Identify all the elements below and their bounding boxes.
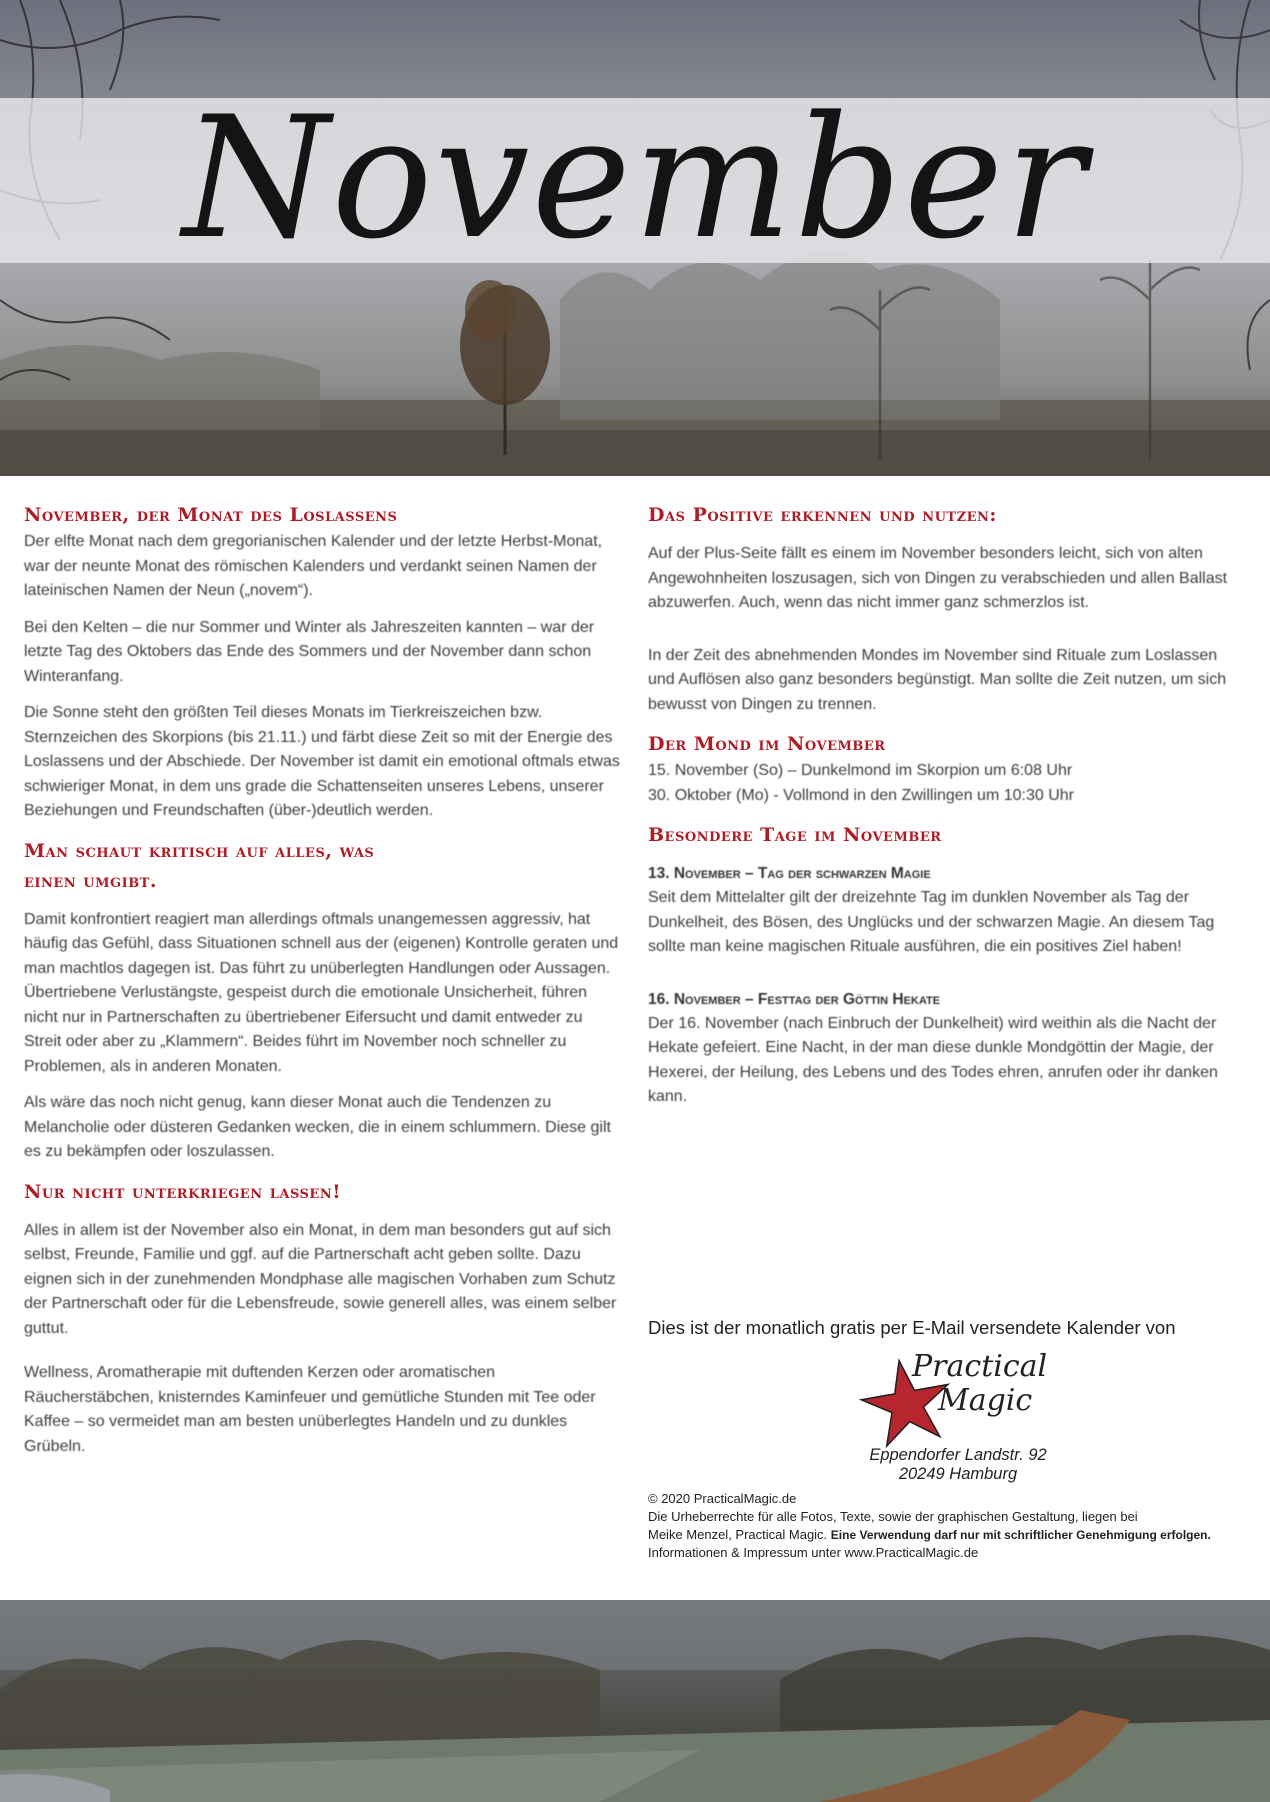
copyright-owner: Meike Menzel, Practical Magic. bbox=[648, 1527, 828, 1542]
paragraph: Als wäre das noch nicht genug, kann dieser Monat auch die Tendenzen zu Melancholie oder düsteren Gedanken wecken, die in einem schlummern. Diese gilt es zu bekämpfen oder loszulassen. bbox=[24, 1094, 611, 1160]
copyright-line: Informationen & Impressum unter www.PracticalMagic.de bbox=[648, 1545, 979, 1560]
moon-date-line: 15. November (So) – Dunkelmond im Skorpion um 6:08 Uhr bbox=[648, 762, 1073, 779]
address bbox=[858, 1446, 1058, 1484]
paragraph: Auf der Plus-Seite fällt es einem im November besonders leicht, sich von alten Angewohnheiten loszusagen, sich von Dingen zu verabschieden und allen Ballast abzuwerfen. Auch, wenn das nicht immer ganz schmerzlos ist. bbox=[648, 545, 1228, 611]
heading-loslassen: November, der Monat des Loslassens bbox=[24, 504, 398, 526]
address-city: 20249 Hamburg bbox=[898, 1465, 1018, 1483]
heading-kritisch bbox=[24, 836, 624, 896]
copyright-line: © 2020 PracticalMagic.de bbox=[648, 1491, 797, 1506]
heading-mond: Der Mond im November bbox=[648, 733, 886, 755]
heading-positive: Das Positive erkennen und nutzen: bbox=[648, 504, 997, 526]
special-day-title: 13. November – Tag der schwarzen Magie bbox=[648, 865, 931, 882]
heading-kritisch-line1: Man schaut kritisch auf alles, was bbox=[24, 839, 375, 862]
heading-besondere-tage: Besondere Tage im November bbox=[648, 824, 942, 846]
paragraph: Die Sonne steht den größten Teil dieses Monats im Tierkreiszeichen bzw. Sternzeichen des Skorpions (bis 21.11.) und färbt diese Zeit so mit der Energie des Loslassens und der Abschiede. Der November ist damit ein emotional oftmals etwas schwieriger Monat, in dem uns grade die Schattenseiten unseres Lebens, unserer Beziehungen und Freundschaften (über-)deutlich werden. bbox=[24, 704, 620, 819]
paragraph: Der 16. November (nach Einbruch der Dunkelheit) wird weithin als die Nacht der Hekate gefeiert. Eine Nacht, in der man diese dunkle Mondgöttin der Magie, der Hexerei, der Heilung, des Lebens und des Todes ehren, anrufen oder ihr danken kann. bbox=[648, 1014, 1218, 1105]
header-photo bbox=[0, 0, 1270, 476]
copyright-line: Die Urheberrechte für alle Fotos, Texte, sowie der graphischen Gestaltung, liegen bei bbox=[648, 1509, 1138, 1524]
right-column bbox=[648, 500, 1238, 1110]
left-column bbox=[24, 500, 624, 1459]
paragraph: Wellness, Aromatherapie mit duftenden Kerzen oder aromatischen Räucherstäbchen, knisterndes Kaminfeuer und gemütliche Stunden mit Tee oder Kaffee – so vermeidet man am besten unüberlegtes Handeln und zu dunkles Grübeln. bbox=[24, 1364, 596, 1455]
copyright-permission: Eine Verwendung darf nur mit schriftlicher Genehmigung erfolgen. bbox=[830, 1528, 1211, 1542]
sender-note: Dies ist der monatlich gratis per E-Mail versendete Kalender von bbox=[648, 1317, 1176, 1338]
paragraph: Der elfte Monat nach dem gregorianischen Kalender und der letzte Herbst-Monat, war der neunte Monat des römischen Kalenders und verdankt seinen Namen der lateinischen Namen der Neun („novem“). bbox=[24, 533, 603, 599]
practical-magic-logo bbox=[912, 1350, 1047, 1418]
moon-date-line: 30. Oktober (Mo) - Vollmond in den Zwillingen um 10:30 Uhr bbox=[648, 786, 1074, 804]
address-street: Eppendorfer Landstr. 92 bbox=[869, 1446, 1047, 1464]
paragraph: Bei den Kelten – die nur Sommer und Winter als Jahreszeiten kannten – war der letzte Tag des Oktobers das Ende des Sommers und der November dann schon Winteranfang. bbox=[24, 618, 595, 685]
logo-line-practical: Practical bbox=[912, 1349, 1048, 1384]
copyright-line bbox=[648, 1526, 1248, 1544]
copyright-block bbox=[648, 1490, 1248, 1562]
heading-unterkriegen: Nur nicht unterkriegen lassen! bbox=[24, 1180, 342, 1203]
paragraph: Alles in allem ist der November also ein Monat, in dem man besonders gut auf sich selbst, Freunde, Familie und ggf. auf die Partnerschaft acht geben sollte. Dazu eignen sich in der zunehmenden Mondphase alle magischen Vorhaben zum Schutz der Partnerschaft oder für die Lebensfreude, sowie generell alles, was einem selber guttut. bbox=[24, 1221, 617, 1337]
logo-line-magic: Magic bbox=[938, 1383, 1033, 1418]
footer-photo bbox=[0, 1600, 1270, 1802]
month-title: November bbox=[182, 80, 1088, 276]
frosty-path-illustration bbox=[0, 1600, 1270, 1802]
paragraph: Seit dem Mittelalter gilt der dreizehnte Tag im dunklen November als Tag der Dunkelheit, des Bösen, des Unglücks und der schwarzen Magie. An diesem Tag sollte man keine magischen Rituale ausführen, die ein positives Ziel haben! bbox=[648, 889, 1215, 955]
paragraph: In der Zeit des abnehmenden Mondes im November sind Rituale zum Loslassen und Auflösen also ganz besonders begünstigt. Man sollte die Zeit nutzen, um sich bewusst von Dingen zu trennen. bbox=[648, 646, 1227, 713]
paragraph: Damit konfrontiert reagiert man allerdings oftmals unangemessen aggressiv, hat häufig das Gefühl, dass Situationen schnell aus der (eigenen) Kontrolle geraten und man machtlos dagegen ist. Das führt zu unüberlegten Handlungen oder Aussagen. Übertriebene Verlustängste, gespeist durch die emotionale Unsicherheit, führen nicht nur in Partnerschaften zu übertriebener Eifersucht und damit entweder zu Streit oder aber zu „Klammern“. Beides führt im November noch schneller zu Problemen, als in anderen Monaten. bbox=[24, 910, 619, 1075]
special-day-title: 16. November – Festtag der Göttin Hekate bbox=[648, 990, 941, 1008]
heading-kritisch-line2: einen umgibt. bbox=[24, 869, 157, 892]
